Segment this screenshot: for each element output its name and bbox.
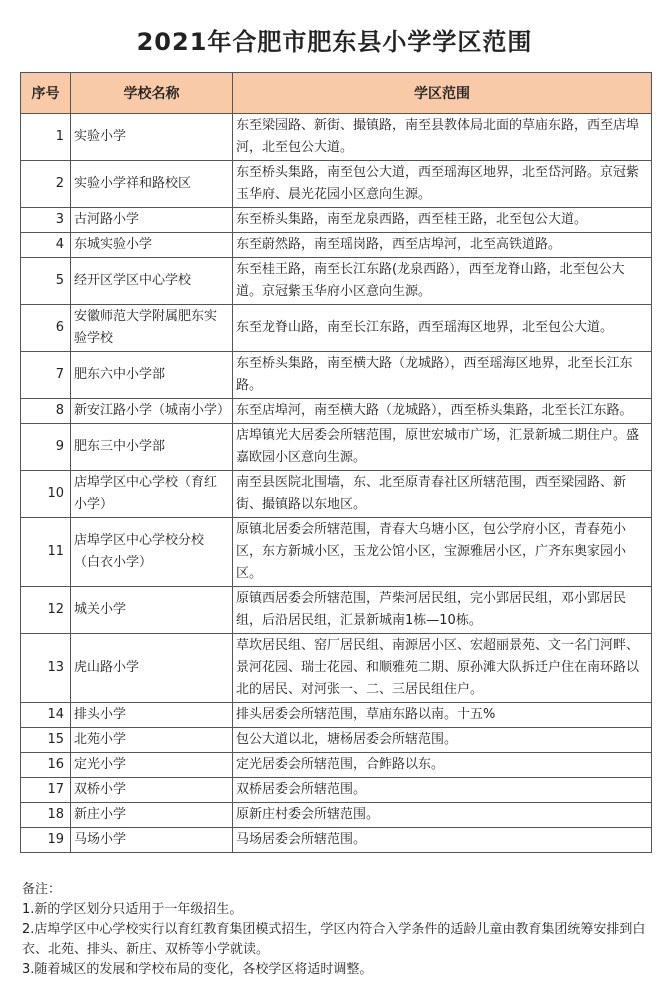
- district-area: 东至桂王路，南至长江东路(龙泉西路），西至龙脊山路，北至包公大道。京冠紫玉华府小区意向生源。: [233, 258, 652, 305]
- table-row: [21, 778, 652, 803]
- district-area: 包公大道以北，塘杨居委会所辖范围。: [233, 728, 652, 753]
- row-number: 3: [21, 208, 71, 233]
- row-number: 11: [21, 518, 71, 587]
- row-number: 15: [21, 728, 71, 753]
- table-row: [21, 471, 652, 518]
- school-name: 东城实验小学: [71, 233, 233, 258]
- header-school-name: 学校名称: [71, 73, 233, 114]
- school-name: 经开区学区中心学校: [71, 258, 233, 305]
- table-row: [21, 161, 652, 208]
- note-item: 3.随着城区的发展和学校布局的变化，各校学区将适时调整。: [22, 962, 373, 977]
- table-row: [21, 114, 652, 161]
- row-number: 7: [21, 352, 71, 399]
- row-number: 19: [21, 828, 71, 853]
- page-title: 2021年合肥市肥东县小学学区范围: [136, 28, 533, 56]
- table-row: [21, 728, 652, 753]
- district-area: 东至梁园路、新街、撮镇路，南至县教体局北面的草庙东路，西至店埠河，北至包公大道。: [233, 114, 652, 161]
- school-name: 马场小学: [71, 828, 233, 853]
- school-name: 实验小学: [71, 114, 233, 161]
- table-row: [21, 352, 652, 399]
- school-district-table: [20, 72, 652, 853]
- school-name: 定光小学: [71, 753, 233, 778]
- note-item: 2.店埠学区中心学校实行以育红教育集团模式招生，学区内符合入学条件的适龄儿童由教育集团统筹安排到白衣、北苑、排头、新庄、双桥等小学就读。: [22, 922, 646, 957]
- school-name: 北苑小学: [71, 728, 233, 753]
- table-row: [21, 828, 652, 853]
- row-number: 6: [21, 305, 71, 352]
- school-name: 店埠学区中心学校（育红小学）: [71, 471, 233, 518]
- table-row: [21, 753, 652, 778]
- row-number: 1: [21, 114, 71, 161]
- table-body: [21, 114, 652, 853]
- district-area: 排头居委会所辖范围，草庙东路以南。十五%: [233, 703, 652, 728]
- school-name: 肥东六中小学部: [71, 352, 233, 399]
- district-area: 东至龙脊山路，南至长江东路，西至瑶海区地界，北至包公大道。: [233, 305, 652, 352]
- table-row: [21, 258, 652, 305]
- table-row: [21, 424, 652, 471]
- district-area: 双桥居委会所辖范围。: [233, 778, 652, 803]
- table-row: [21, 399, 652, 424]
- school-name: 城关小学: [71, 587, 233, 634]
- school-name: 双桥小学: [71, 778, 233, 803]
- district-area: 原镇北居委会所辖范围，青春大乌塘小区，包公学府小区，青春苑小区，东方新城小区，玉龙公馆小区，宝源雅居小区，广齐东奥家园小区。: [233, 518, 652, 587]
- district-area: 东至桥头集路，南至横大路（龙城路），西至瑶海区地界，北至长江东路。: [233, 352, 652, 399]
- school-name: 实验小学祥和路校区: [71, 161, 233, 208]
- row-number: 5: [21, 258, 71, 305]
- row-number: 9: [21, 424, 71, 471]
- header-number: 序号: [21, 73, 71, 114]
- district-area: 草坎居民组、窑厂居民组、南源居小区、宏超丽景苑、文一名门河畔、景河花园、瑞士花园、和顺雅苑二期、原孙滩大队拆迁户住在南环路以北的居民、对河张一、二、三居民组住户。: [233, 634, 652, 703]
- school-name: 安徽师范大学附属肥东实验学校: [71, 305, 233, 352]
- row-number: 12: [21, 587, 71, 634]
- table-row: [21, 803, 652, 828]
- district-area: 马场居委会所辖范围。: [233, 828, 652, 853]
- row-number: 8: [21, 399, 71, 424]
- district-area: 定光居委会所辖范围，合鲊路以东。: [233, 753, 652, 778]
- school-name: 肥东三中小学部: [71, 424, 233, 471]
- district-area: 东至桥头集路，南至包公大道，西至瑶海区地界，北至岱河路。京冠紫玉华府、晨光花园小区意向生源。: [233, 161, 652, 208]
- table-row: [21, 305, 652, 352]
- notes: [22, 880, 652, 980]
- table-row: [21, 634, 652, 703]
- note-item: 1.新的学区划分只适用于一年级招生。: [22, 902, 243, 917]
- school-name: 排头小学: [71, 703, 233, 728]
- row-number: 14: [21, 703, 71, 728]
- row-number: 4: [21, 233, 71, 258]
- school-name: 店埠学区中心学校分校（白衣小学）: [71, 518, 233, 587]
- notes-heading: 备注：: [22, 882, 62, 897]
- school-name: 新安江路小学（城南小学）: [71, 399, 233, 424]
- table-header-row: [21, 73, 652, 114]
- table-row: [21, 587, 652, 634]
- district-area: 原镇西居委会所辖范围，芦柴河居民组，完小郢居民组，邓小郢居民组，后沿居民组，汇景新城南1栋—10栋。: [233, 587, 652, 634]
- row-number: 16: [21, 753, 71, 778]
- district-area: 原新庄村委会所辖范围。: [233, 803, 652, 828]
- table-row: [21, 208, 652, 233]
- header-district-area: 学区范围: [233, 73, 652, 114]
- row-number: 10: [21, 471, 71, 518]
- school-name: 虎山路小学: [71, 634, 233, 703]
- row-number: 17: [21, 778, 71, 803]
- district-area: 东至店埠河，南至横大路（龙城路），西至桥头集路，北至长江东路。: [233, 399, 652, 424]
- row-number: 2: [21, 161, 71, 208]
- table-row: [21, 703, 652, 728]
- district-area: 东至桥头集路，南至龙泉西路，西至桂王路，北至包公大道。: [233, 208, 652, 233]
- row-number: 18: [21, 803, 71, 828]
- table-row: [21, 518, 652, 587]
- table-row: [21, 233, 652, 258]
- district-area: 店埠镇光大居委会所辖范围，原世宏城市广场，汇景新城二期住户。盛嘉欧园小区意向生源。: [233, 424, 652, 471]
- district-area: 南至县医院北围墙，东、北至原青春社区所辖范围，西至梁园路、新街、撮镇路以东地区。: [233, 471, 652, 518]
- row-number: 13: [21, 634, 71, 703]
- school-name: 古河路小学: [71, 208, 233, 233]
- school-name: 新庄小学: [71, 803, 233, 828]
- district-area: 东至蔚然路，南至瑶岗路，西至店埠河，北至高铁道路。: [233, 233, 652, 258]
